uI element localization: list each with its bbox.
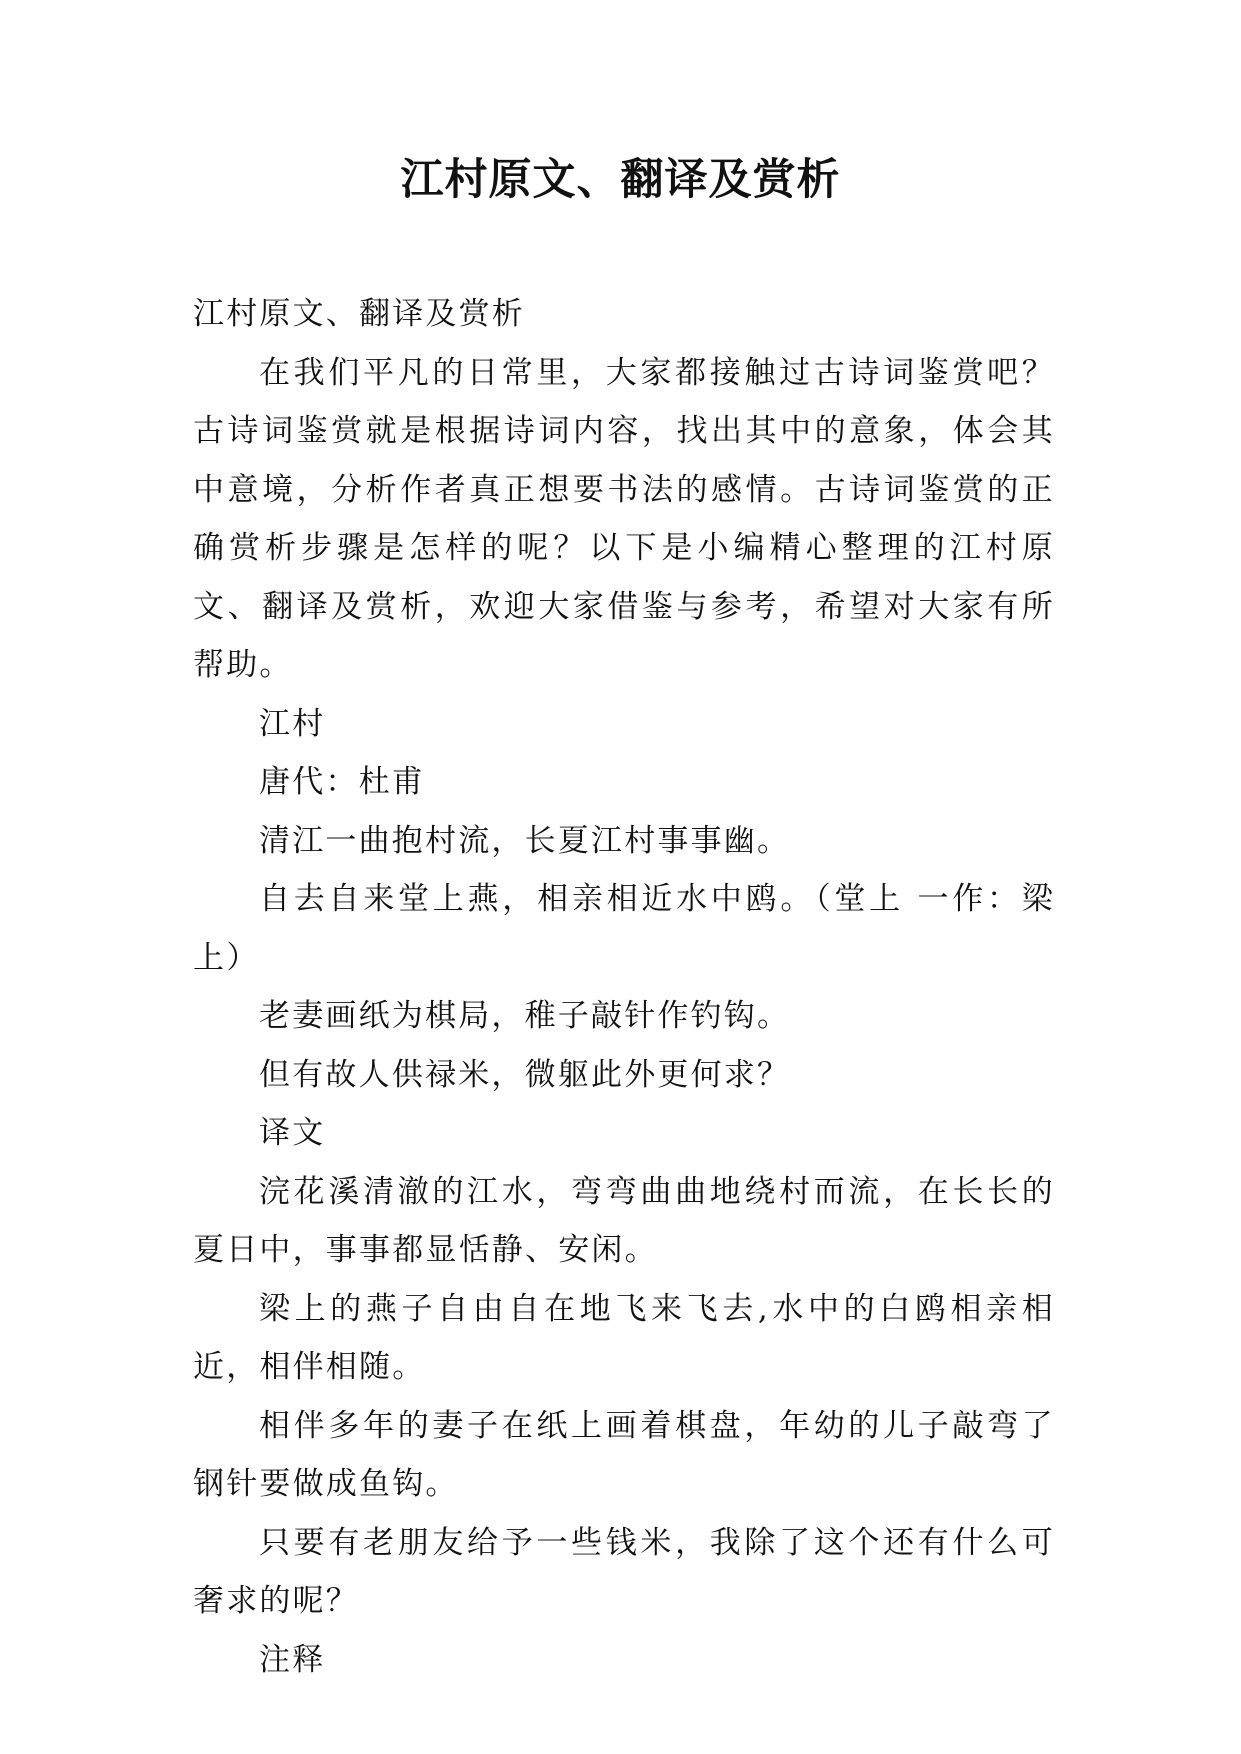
intro-paragraph: 在我们平凡的日常里，大家都接触过古诗词鉴赏吧？古诗词鉴赏就是根据诗词内容，找出其中的意象，体会其中意境，分析作者真正想要书法的感情。古诗词鉴赏的正确赏析步骤是怎样的呢？以下是小编精心整理的江村原文、翻译及赏析，欢迎大家借鉴与参考，希望对大家有所帮助。 (193, 354, 1055, 683)
document-subtitle: 江村原文、翻译及赏析 (193, 296, 525, 332)
translation-paragraph: 只要有老朋友给予一些钱米，我除了这个还有什么可奢求的呢？ (193, 1524, 1055, 1619)
translation-paragraph: 相伴多年的妻子在纸上画着棋盘，年幼的儿子敲弯了钢针要做成鱼钩。 (193, 1407, 1055, 1502)
document-body (193, 285, 1055, 1689)
poem-title: 江村 (259, 705, 326, 742)
poem-line: 但有故人供禄米，微躯此外更何求？ (259, 1056, 791, 1093)
notes-heading: 注释 (259, 1641, 326, 1678)
poem-author: 唐代：杜甫 (259, 764, 425, 800)
poem-line: 清江一曲抱村流，长夏江村事事幽。 (259, 822, 791, 859)
poem-line: 自去自来堂上燕，相亲相近水中鸥。（堂上 一作：梁上） (193, 881, 1055, 976)
translation-heading: 译文 (259, 1115, 326, 1151)
translation-paragraph: 梁上的燕子自由自在地飞来飞去,水中的白鸥相亲相近，相伴相随。 (193, 1290, 1055, 1385)
translation-paragraph: 浣花溪清澈的江水，弯弯曲曲地绕村而流，在长长的夏日中，事事都显恬静、安闲。 (193, 1173, 1055, 1268)
page-title: 江村原文、翻译及赏析 (400, 155, 841, 205)
poem-line: 老妻画纸为棋局，稚子敲针作钓钩。 (259, 998, 791, 1034)
